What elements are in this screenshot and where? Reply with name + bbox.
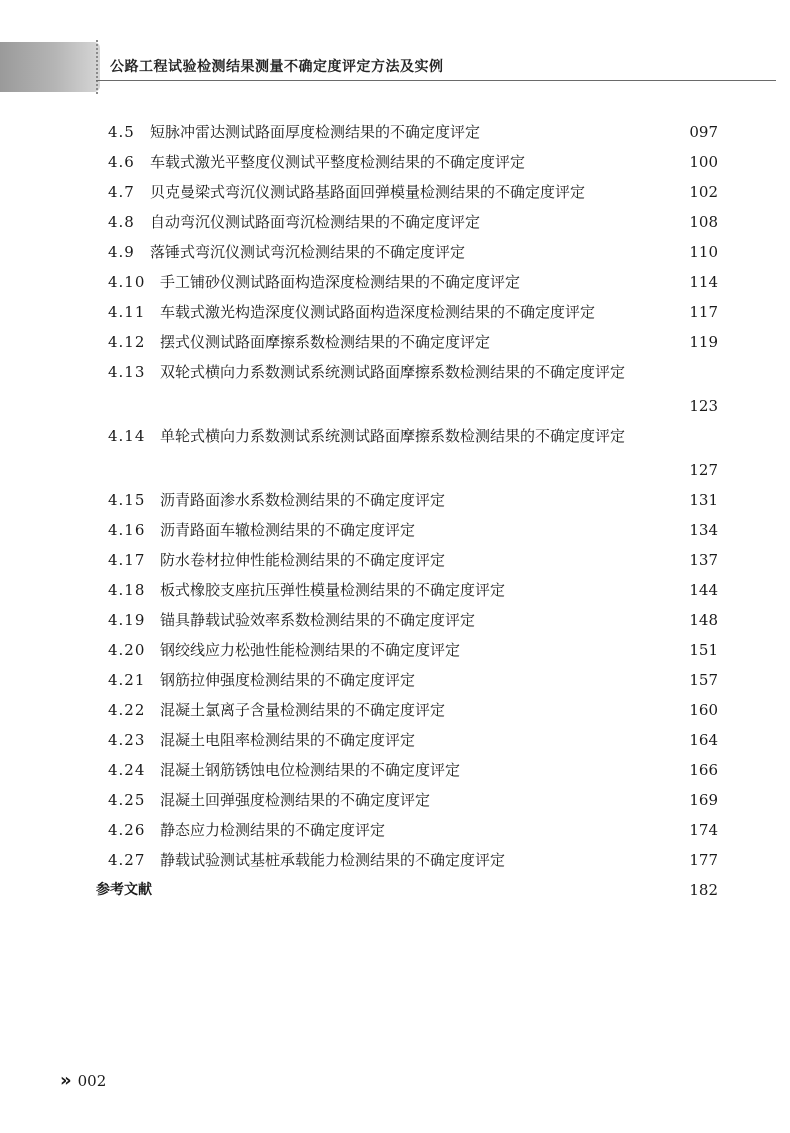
toc-entry-title: 短脉冲雷达测试路面厚度检测结果的不确定度评定	[150, 123, 481, 141]
running-header-title: 公路工程试验检测结果测量不确定度评定方法及实例	[110, 59, 444, 75]
leader-dots	[483, 605, 684, 635]
toc-entry-page: 131	[689, 491, 718, 509]
toc-entry-title: 混凝土钢筋锈蚀电位检测结果的不确定度评定	[160, 761, 461, 779]
toc-entry[interactable]	[108, 147, 718, 177]
page-number: 002	[77, 1072, 107, 1090]
header-band	[0, 42, 100, 92]
leader-dots	[513, 575, 684, 605]
toc-entry-number: 4.25	[108, 791, 146, 809]
toc-entry-number: 4.23	[108, 731, 146, 749]
toc-entry-title: 沥青路面车辙检测结果的不确定度评定	[160, 521, 416, 539]
leader-dots	[453, 485, 684, 515]
toc-entry-number: 4.20	[108, 641, 146, 659]
toc-entry-number: 4.5	[108, 123, 135, 141]
toc-entry-title: 落锤式弯沉仪测试弯沉检测结果的不确定度评定	[150, 243, 466, 261]
toc-entry-number: 4.24	[108, 761, 146, 779]
toc-entry-title: 贝克曼梁式弯沉仪测试路基路面回弹模量检测结果的不确定度评定	[150, 183, 586, 201]
toc-entry[interactable]	[108, 575, 718, 605]
leader-dots	[488, 117, 684, 147]
toc-entry-title: 车载式激光构造深度仪测试路面构造深度检测结果的不确定度评定	[160, 303, 596, 321]
toc-entry-title: 自动弯沉仪测试路面弯沉检测结果的不确定度评定	[150, 213, 481, 231]
toc-entry-number: 4.14	[108, 427, 146, 445]
toc-entry-page: 169	[689, 791, 718, 809]
toc-entry[interactable]	[108, 327, 718, 357]
toc-entry-title: 单轮式横向力系数测试系统测试路面摩擦系数检测结果的不确定度评定	[160, 427, 626, 445]
header-dotted-divider	[96, 40, 100, 94]
toc-entry-number: 4.18	[108, 581, 146, 599]
leader-dots	[593, 177, 684, 207]
toc-entry-number: 4.12	[108, 333, 146, 351]
toc-entry-page: 110	[689, 243, 718, 261]
toc-entry-page: 157	[689, 671, 718, 689]
toc-entry-page: 137	[689, 551, 718, 569]
toc-entry[interactable]	[108, 635, 718, 665]
leader-dots	[528, 267, 684, 297]
toc-entry-number: 4.26	[108, 821, 146, 839]
leader-dots	[453, 545, 684, 575]
toc-entry-number: 4.16	[108, 521, 146, 539]
toc-entry[interactable]	[108, 357, 718, 421]
toc-entry[interactable]	[108, 421, 718, 485]
toc-entry-number: 4.6	[108, 153, 135, 171]
toc-entry-page: 100	[689, 153, 718, 171]
references-page: 182	[689, 881, 718, 899]
toc-entry-title: 车载式激光平整度仪测试平整度检测结果的不确定度评定	[150, 153, 526, 171]
toc-entry-number: 4.27	[108, 851, 146, 869]
leader-dots	[172, 455, 684, 485]
toc-entry[interactable]	[108, 177, 718, 207]
toc-entry-page: 166	[689, 761, 718, 779]
toc-entry-number: 4.10	[108, 273, 146, 291]
toc-entry[interactable]	[108, 515, 718, 545]
leader-dots	[423, 725, 684, 755]
toc-entry-number: 4.11	[108, 303, 146, 321]
toc-entry-title: 钢绞线应力松弛性能检测结果的不确定度评定	[160, 641, 461, 659]
toc-entry-number: 4.21	[108, 671, 146, 689]
toc-entry-page: 144	[689, 581, 718, 599]
toc-entry[interactable]	[108, 725, 718, 755]
toc-entry-title: 锚具静载试验效率系数检测结果的不确定度评定	[160, 611, 476, 629]
leader-dots	[172, 391, 684, 421]
leader-dots	[438, 785, 684, 815]
toc-entry[interactable]	[108, 545, 718, 575]
toc-entry[interactable]	[108, 815, 718, 845]
toc-entry-title: 防水卷材拉伸性能检测结果的不确定度评定	[160, 551, 446, 569]
toc-entry-title: 板式橡胶支座抗压弹性模量检测结果的不确定度评定	[160, 581, 506, 599]
toc-entry[interactable]	[108, 605, 718, 635]
toc-entry-page: 174	[689, 821, 718, 839]
toc-entry-page: 097	[689, 123, 718, 141]
leader-dots	[498, 327, 684, 357]
toc-entry[interactable]	[108, 267, 718, 297]
toc-entry-page: 148	[689, 611, 718, 629]
toc-entry[interactable]	[108, 665, 718, 695]
leader-dots	[162, 875, 684, 905]
toc-entry[interactable]	[108, 207, 718, 237]
toc-entry[interactable]	[108, 237, 718, 267]
toc-entry-title: 混凝土电阻率检测结果的不确定度评定	[160, 731, 416, 749]
toc-entry-page: 119	[689, 333, 718, 351]
toc-entry[interactable]	[108, 845, 718, 875]
toc-entry[interactable]	[108, 297, 718, 327]
leader-dots	[393, 815, 684, 845]
toc-entry-title: 混凝土回弹强度检测结果的不确定度评定	[160, 791, 431, 809]
leader-dots	[513, 845, 684, 875]
toc-entry-page: 114	[689, 273, 718, 291]
leader-dots	[453, 695, 684, 725]
leader-dots	[423, 665, 684, 695]
toc-entry-page: 117	[689, 303, 718, 321]
toc-entry[interactable]	[108, 755, 718, 785]
toc-entry[interactable]	[108, 485, 718, 515]
toc-entry-number: 4.22	[108, 701, 146, 719]
toc-entry-number: 4.19	[108, 611, 146, 629]
toc-entry[interactable]	[108, 695, 718, 725]
double-chevron-icon: »	[60, 1070, 72, 1091]
toc-entry-number: 4.9	[108, 243, 135, 261]
toc-entry-page: 123	[689, 397, 718, 415]
leader-dots	[473, 237, 684, 267]
toc-entry-title: 混凝土氯离子含量检测结果的不确定度评定	[160, 701, 446, 719]
leader-dots	[423, 515, 684, 545]
toc-entry-number: 4.8	[108, 213, 135, 231]
toc-entry-title: 钢筋拉伸强度检测结果的不确定度评定	[160, 671, 416, 689]
toc-entry-number: 4.13	[108, 363, 146, 381]
leader-dots	[468, 635, 684, 665]
toc-entry[interactable]	[108, 117, 718, 147]
toc-entry-page: 102	[689, 183, 718, 201]
toc-entry-title: 沥青路面渗水系数检测结果的不确定度评定	[160, 491, 446, 509]
toc-entry-page: 177	[689, 851, 718, 869]
toc-entry-title: 双轮式横向力系数测试系统测试路面摩擦系数检测结果的不确定度评定	[160, 363, 626, 381]
header-rule	[96, 80, 776, 81]
toc-entry-page: 127	[689, 461, 718, 479]
page-footer	[60, 1070, 106, 1091]
toc-entry-title: 静态应力检测结果的不确定度评定	[160, 821, 386, 839]
toc-entry-page: 164	[689, 731, 718, 749]
toc-entry-number: 4.15	[108, 491, 146, 509]
toc-entry-page: 134	[689, 521, 718, 539]
toc-entry-page: 108	[689, 213, 718, 231]
references-title: 参考文献	[96, 882, 152, 898]
toc-entry-title: 摆式仪测试路面摩擦系数检测结果的不确定度评定	[160, 333, 491, 351]
toc-entry-page: 160	[689, 701, 718, 719]
leader-dots	[533, 147, 684, 177]
toc-entry-title: 静载试验测试基桩承载能力检测结果的不确定度评定	[160, 851, 506, 869]
leader-dots	[603, 297, 684, 327]
toc-entry-page: 151	[689, 641, 718, 659]
toc-entry-title: 手工铺砂仪测试路面构造深度检测结果的不确定度评定	[160, 273, 521, 291]
toc-entry[interactable]	[108, 785, 718, 815]
toc-entry-number: 4.7	[108, 183, 135, 201]
toc-references[interactable]	[96, 875, 718, 905]
toc-entry-number: 4.17	[108, 551, 146, 569]
leader-dots	[488, 207, 684, 237]
leader-dots	[468, 755, 684, 785]
